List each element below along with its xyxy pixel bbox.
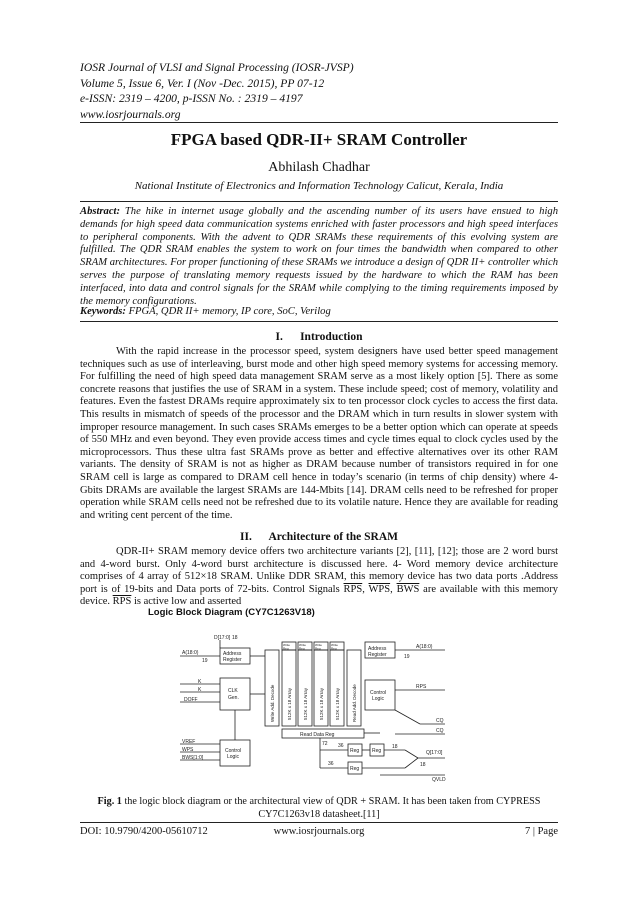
fig-label-reg-b: Reg: [372, 748, 382, 754]
fig-label-wadec: Write Add. Decode: [270, 684, 275, 722]
fig-label-d-in: D[17:0]: [214, 635, 231, 641]
section-2-text-a: QDR-II+ SRAM memory device offers two architecture variants [2], [11], [12]; those are 2 word burst and 4-word burst. Only 4-word burst architecture is discussed here. 4- Word memory device architecture comprises of 4 array of 512×18 SRAM. Unlike DDR SRAM, this memory device has two data ports .Address port is of 19-bits and Data ports of 72-bits. Control Signals: [80, 546, 558, 595]
fig-label-doff: DOFF: [184, 697, 198, 703]
fig-label-addr-reg: Address: [223, 651, 242, 657]
figure-caption: [80, 796, 558, 821]
fig-label-reg-a: Reg: [350, 748, 360, 754]
caption-label: Fig. 1: [97, 796, 122, 807]
header-rule: [80, 122, 558, 123]
fig-label-bws: BWS[1:0]: [182, 755, 204, 761]
fig-label-18a: 18: [232, 635, 238, 641]
fig-label-a-out: A(18:0): [416, 644, 433, 650]
fig-label-72: 72: [322, 741, 328, 747]
fig-label-ctrl-left: Control: [225, 748, 242, 754]
fig-label-36a: 36: [338, 743, 344, 749]
paper-title: FPGA based QDR-II+ SRAM Controller: [170, 130, 468, 149]
fig-label-read-reg: Read Data Reg: [300, 732, 335, 738]
signal-wps: $\overline{WPS}$: [368, 583, 391, 595]
caption-text: the logic block diagram or the architectural view of QDR + SRAM. It has been taken from CYPRESS CY7C1263v18 datasheet.[11]: [124, 796, 541, 820]
signal-rps: $\overline{RPS}$: [343, 583, 363, 595]
footer-doi: DOI: 10.9790/4200-05610712: [80, 826, 208, 837]
fig-label-regw-1: Reg: [283, 646, 289, 651]
logic-block-diagram: [180, 635, 470, 790]
comma-2: ,: [390, 583, 393, 595]
fig-label-radec: Read Add. Decode: [352, 684, 357, 722]
fig-label-reg-c: Reg: [350, 766, 360, 772]
fig-label-addr-reg-r: Address: [368, 646, 387, 652]
fig-label-18c: 18: [420, 762, 426, 768]
keywords-label: Keywords:: [80, 306, 126, 317]
journal-issn: e-ISSN: 2319 – 4200, p-ISSN No. : 2319 – 4197: [80, 92, 303, 105]
fig-label-19b: 19: [404, 654, 410, 660]
fig-label-18b: 18: [392, 744, 398, 750]
fig-label-regw-3: Reg: [315, 646, 321, 651]
section-2-heading: II. Architecture of the SRAM: [240, 531, 398, 543]
section-2-body: [80, 546, 558, 609]
journal-header: [80, 60, 560, 122]
section-2-text-c: is active low and asserted: [133, 596, 242, 608]
fig-label-19a: 19: [202, 658, 208, 664]
abstract-bottom-rule: [80, 321, 558, 322]
abstract: [80, 206, 558, 308]
fig-label-qvld: QVLD: [432, 777, 446, 783]
abstract-text: The hike in internet usage globally and the ascending number of its users have ensued to high demands for high speed data communication systems enriched with faster processors and high speed interfaces to peripheral components. With the advent to QDR SRAMs these requirements of this evolving system are fulfilled. The QDR SRAM enables the system to work on four times the bandwidth when compared to other SRAM architectures. For proper functioning of these SRAMs we introduce a design of QDR II+ controller which serves the purpose of translating memory requests issued by the hardware to which the RAM has been interfaced, into data and control signals for the SRAM while complying to the timing requirements imposed by the memory configurations.: [80, 206, 558, 307]
fig-label-regw-2: Reg: [299, 646, 305, 651]
footer-rule: [80, 822, 558, 823]
fig-label-arr-2: 512K x 18 Array: [303, 687, 308, 720]
signal-rps-2: $\overline{RPS}$: [112, 596, 132, 608]
fig-label-regw-4: Reg: [331, 646, 337, 651]
footer-site: www.iosrjournals.org: [273, 826, 365, 837]
fig-label-addr-reg-r2: Register: [368, 652, 387, 658]
journal-volume: Volume 5, Issue 6, Ver. I (Nov -Dec. 2015), PP 07-12: [80, 76, 325, 90]
fig-label-k-bar: K: [198, 679, 202, 685]
fig-label-vref: VREF: [182, 739, 196, 745]
footer-page: 7 | Page: [524, 826, 558, 837]
fig-label-logic-right: Logic: [372, 696, 384, 702]
clk-gen-block: [220, 678, 250, 710]
signal-bws: $\overline{BWS}$: [396, 583, 420, 595]
fig-label-arr-4: 512K x 18 Array: [335, 687, 340, 720]
fig-label-k: K: [198, 687, 202, 693]
section-1-body: With the rapid increase in the processor speed, system designers have used better speed management techniques such as use of interleaving, burst mode and other high speed memory systems for accessing memory. For fulfilling the need of high speed data management SRAM serve as a most likely option [5]. There as some concrete reasons that justifies the use of SRAM in a system. These include speed; cost of memory, volatility and features. Even the fastest DRAMs require approximately six to ten processor clock cycles to access the first data. This results in mismatch of speeds of the processor and the DRAM which in turn results in slower system with improper resource management. In such cases SRAMs emerges to be a better option which can operate at speeds of 550 MHz and even beyond. They even provide access times and cycle times equal to clock cycles used by the microprocessors. Thus these ultra fast SRAMs prove as better and effective alternatives over its other RAM variants. The density of SRAM is not as higher as DRAM because number of transistors required in for one SRAM cell is large as compared to DRAM cell hence in today’s scenario (in terms of chip density) where 4-Gbits DRAMs are available the largest SRAMs are 144-Mbits [14]. DRAM cells need to be refreshed for proper operation while SRAM cells need not be refreshed due to its volatile nature. Hence they are available for reading and writing cent percent of the time.: [80, 346, 558, 521]
fig-label-cq-bar: CQ: [436, 728, 444, 734]
fig-label-addr-reg2: Register: [223, 657, 242, 663]
journal-name: IOSR Journal of VLSI and Signal Processing (IOSR-JVSP): [80, 61, 354, 74]
fig-label-wreg-2: Write: [299, 643, 306, 647]
fig-label-a-in: A(18:0): [182, 650, 199, 656]
section-2-text-b: are available with this memory device.: [80, 583, 559, 608]
fig-label-wps: WPS: [182, 747, 194, 753]
paper-author: Abhilash Chadhar: [268, 160, 370, 175]
fig-label-gen: Gen.: [228, 695, 239, 701]
keywords-text: FPGA, QDR II+ memory, IP core, SoC, Verilog: [128, 306, 331, 317]
fig-label-cq: CQ: [436, 718, 444, 724]
abstract-label: Abstract:: [80, 206, 121, 217]
fig-label-ctrl-right: Control: [370, 690, 387, 696]
figure-title: Logic Block Diagram (CY7C1263V18): [148, 607, 315, 618]
fig-label-q-out: Q[17:0]: [426, 750, 443, 756]
section-1-heading: I. Introduction: [275, 331, 363, 343]
fig-label-arr-1: 512K x 18 Array: [287, 687, 292, 720]
comma-1: ,: [362, 583, 365, 595]
keywords: [80, 306, 558, 317]
fig-label-wreg-4: Write: [331, 643, 338, 647]
journal-site: www.iosrjournals.org: [80, 107, 181, 121]
abstract-top-rule: [80, 201, 558, 202]
fig-label-logic-left: Logic: [227, 754, 239, 760]
fig-label-clk: CLK: [228, 688, 238, 694]
fig-label-wreg-3: Write: [315, 643, 322, 647]
fig-label-arr-3: 512K x 18 Array: [319, 687, 324, 720]
fig-label-rps: RPS: [416, 684, 427, 690]
fig-label-36b: 36: [328, 761, 334, 767]
paper-affiliation: National Institute of Electronics and Information Technology Calicut, Kerala, India: [134, 180, 504, 192]
fig-label-wreg-1: Write: [283, 643, 290, 647]
